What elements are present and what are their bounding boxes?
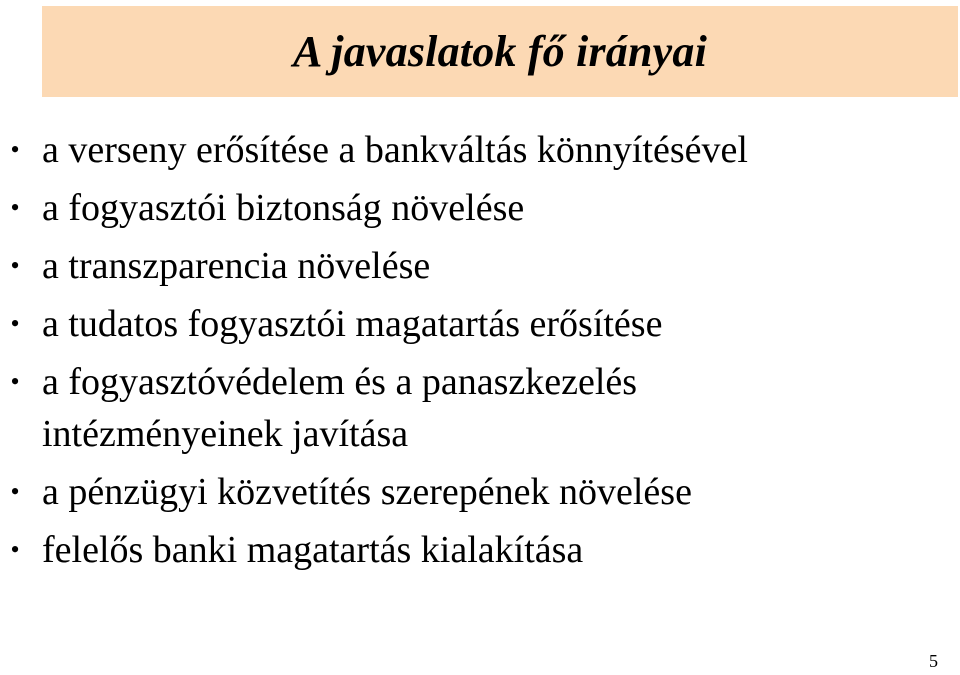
bullet-item <box>0 295 960 353</box>
bullet-icon: • <box>10 135 20 164</box>
bullet-item <box>0 121 960 179</box>
page-number: 5 <box>929 651 938 671</box>
bullet-text: a pénzügyi közvetítés szerepének növelése <box>42 471 692 513</box>
title-band <box>42 6 958 97</box>
bullet-item <box>0 521 960 579</box>
bullet-item <box>0 179 960 237</box>
bullet-text: a verseny erősítése a bankváltás könnyítésével <box>42 129 748 171</box>
bullet-text: a transzparencia növelése <box>42 245 431 287</box>
bullet-icon: • <box>10 367 20 396</box>
bullet-icon: • <box>10 251 20 280</box>
bullet-text: felelős banki magatartás kialakítása <box>42 529 584 571</box>
slide-title: A javaslatok fő irányai <box>292 27 708 76</box>
bullet-icon: • <box>10 193 20 222</box>
bullet-icon: • <box>10 309 20 338</box>
bullet-text: a fogyasztóvédelem és a panaszkezelés intézményeinek javítása <box>42 361 638 455</box>
bullet-text: a fogyasztói biztonság növelése <box>42 187 525 229</box>
bullet-icon: • <box>10 477 20 506</box>
bullet-icon: • <box>10 535 20 564</box>
bullet-item <box>0 353 960 463</box>
bullet-text: a tudatos fogyasztói magatartás erősítése <box>42 303 663 345</box>
bullet-item <box>0 237 960 295</box>
bullet-list <box>0 121 960 579</box>
bullet-item <box>0 463 960 521</box>
